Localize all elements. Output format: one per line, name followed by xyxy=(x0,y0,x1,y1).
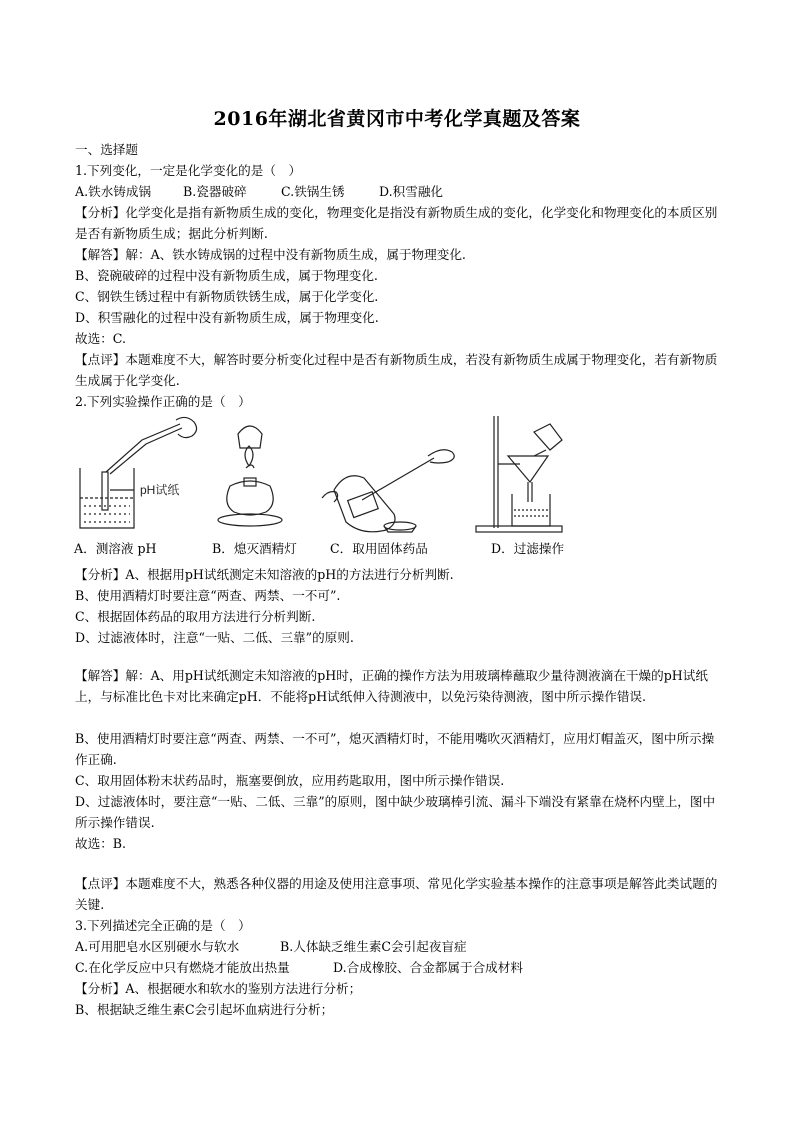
q3-option-d: D.合成橡胶、合金都属于合成材料 xyxy=(333,960,523,975)
q3-option-b: B.人体缺乏维生素C会引起夜盲症 xyxy=(280,939,467,954)
q1-answer-line: D、积雪融化的过程中没有新物质生成，属于物理变化. xyxy=(75,310,379,325)
q3-stem: 3.下列描述完全正确的是（ ） xyxy=(75,918,251,933)
q2-choice: 故选：B. xyxy=(75,836,127,851)
q1-option-c: C.铁锅生锈 xyxy=(281,184,345,199)
q1-answer-line: B、瓷碗破碎的过程中没有新物质生成，属于物理变化. xyxy=(75,268,378,283)
q2-caption-b: B．熄灭酒精灯 xyxy=(212,541,297,556)
q1-options xyxy=(75,181,725,202)
page-title: 2016年湖北省黄冈市中考化学真题及答案 xyxy=(213,108,581,130)
q3-analysis-line: 【分析】A、根据硬水和软水的鉴别方法进行分析； xyxy=(75,981,362,996)
q1-stem: 1.下列变化，一定是化学变化的是（ ） xyxy=(75,163,302,178)
q2-caption-c: C．取用固体药品 xyxy=(330,541,428,556)
q1-analysis: 【分析】化学变化是指有新物质生成的变化，物理变化是指没有新物质生成的变化，化学变化和物理变化的本质区别是否有新物质生成；据此分析判断. xyxy=(75,205,718,241)
q1-answer-line: 【解答】解：A、铁水铸成锅的过程中没有新物质生成，属于物理变化. xyxy=(75,247,466,262)
q1-answer-line: C、钢铁生锈过程中有新物质铁锈生成，属于化学变化. xyxy=(75,289,379,304)
q2-analysis-line: C、根据固体药品的取用方法进行分析判断. xyxy=(75,609,316,624)
q1-option-a: A.铁水铸成锅 xyxy=(75,184,152,199)
q2-answer-d: D、过滤液体时，要注意“一贴、二低、三靠”的原则，图中缺少玻璃棒引流、漏斗下端没有紧靠在烧杯内壁上，图中所示操作错误. xyxy=(75,794,716,830)
q2-caption-a: A．测溶液 pH xyxy=(74,541,157,556)
q3-option-a: A.可用肥皂水区别硬水与软水 xyxy=(75,939,240,954)
solid-reagent-illustration xyxy=(322,450,454,532)
q1-option-d: D.积雪融化 xyxy=(379,184,444,199)
q2-analysis-line: B、使用酒精灯时要注意“两查、两禁、一不可”. xyxy=(75,588,341,603)
q3-option-c: C.在化学反应中只有燃烧才能放出热量 xyxy=(75,960,290,975)
q2-analysis-line: 【分析】A、根据用pH试纸测定未知溶液的pH的方法进行分析判断. xyxy=(75,567,454,582)
q2-answer-b: B、使用酒精灯时要注意“两查、两禁、一不可”，熄灭酒精灯时，不能用嘴吹灭酒精灯，应用灯帽盖灭，图中所示操作正确. xyxy=(75,731,715,767)
q2-comment: 【点评】本题难度不大，熟悉各种仪器的用途及使用注意事项、常见化学实验基本操作的注意事项是解答此类试题的关键. xyxy=(75,876,718,912)
filtration-illustration xyxy=(476,416,562,532)
q3-options-row2 xyxy=(75,957,725,978)
alcohol-lamp-illustration xyxy=(218,426,282,526)
q1-comment: 【点评】本题难度不大，解答时要分析变化过程中是否有新物质生成，若没有新物质生成属于物理变化，若有新物质生成属于化学变化. xyxy=(75,352,718,388)
q2-stem: 2.下列实验操作正确的是（ ） xyxy=(75,394,251,409)
q2-analysis-line: D、过滤液体时，注意“一贴、二低、三靠”的原则. xyxy=(75,630,354,645)
q2-figure xyxy=(72,410,592,535)
q3-analysis-line: B、根据缺乏维生素C会引起坏血病进行分析； xyxy=(75,1002,334,1017)
q2-caption-d: D．过滤操作 xyxy=(491,541,565,556)
ph-paper-label: pH试纸 xyxy=(140,483,180,497)
q2-answer-a: 【解答】解：A、用pH试纸测定未知溶液的pH时，正确的操作方法为用玻璃棒蘸取少量待测液滴在干燥的pH试纸上，与标准比色卡对比来确定pH．不能将pH试纸伸入待测液中，以免污染待测液，图中所示操作错误. xyxy=(75,668,708,704)
q2-answer-c: C、取用固体粉末状药品时，瓶塞要倒放，应用药匙取用，图中所示操作错误. xyxy=(75,773,505,788)
beaker-ph-illustration xyxy=(80,417,197,528)
q3-options-row1 xyxy=(75,936,725,957)
q1-choice: 故选：C. xyxy=(75,331,126,346)
section-heading: 一、选择题 xyxy=(75,142,138,157)
q1-option-b: B.瓷器破碎 xyxy=(183,184,247,199)
